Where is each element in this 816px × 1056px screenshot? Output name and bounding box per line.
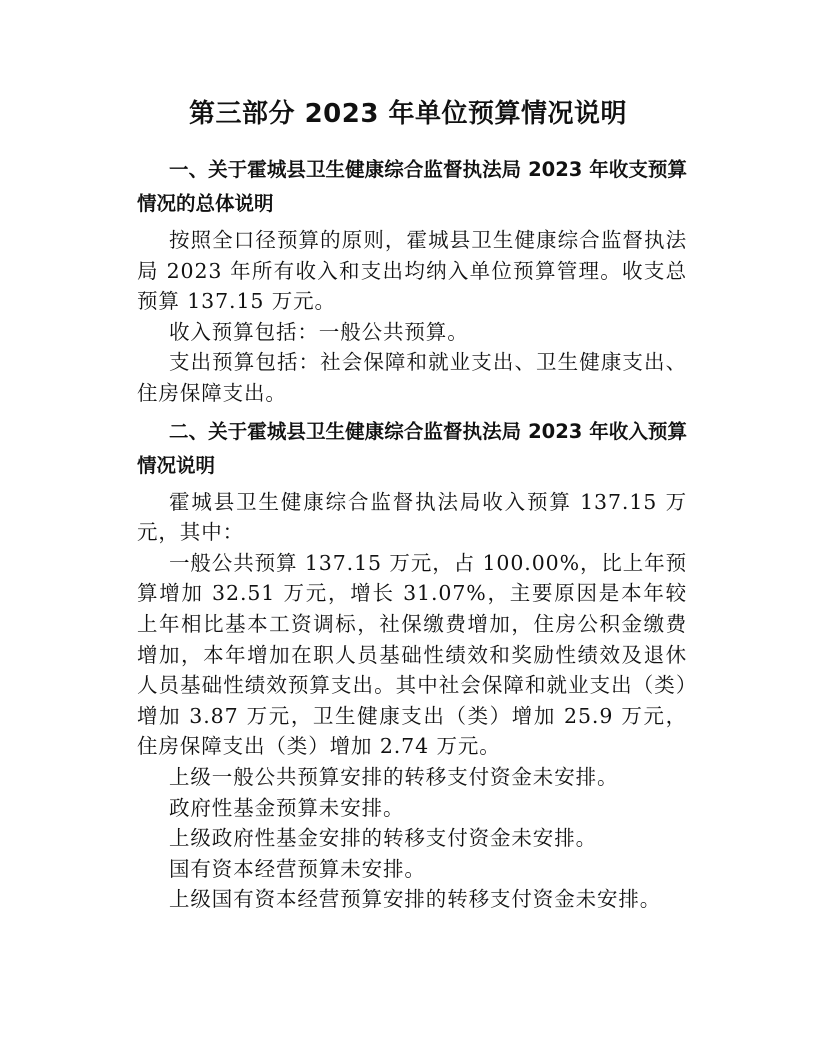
paragraph-transfer-general: 上级一般公共预算安排的转移支付资金未安排。 bbox=[169, 764, 619, 789]
paragraph-transfer-state-capital: 上级国有资本经营预算安排的转移支付资金未安排。 bbox=[169, 887, 662, 912]
paragraph-income-total: 霍城县卫生健康综合监督执法局收入预算 137.15 万元，其中： bbox=[137, 489, 687, 545]
paragraph-state-capital: 国有资本经营预算未安排。 bbox=[169, 856, 426, 881]
section-heading-overview: 一、关于霍城县卫生健康综合监督执法局 2023 年收支预算情况的总体说明 bbox=[137, 158, 687, 215]
paragraph-government-fund: 政府性基金预算未安排。 bbox=[169, 795, 405, 820]
page-title: 第三部分 2023 年单位预算情况说明 bbox=[189, 99, 627, 129]
section-heading-income: 二、关于霍城县卫生健康综合监督执法局 2023 年收入预算情况说明 bbox=[137, 419, 687, 477]
paragraph-general-public-budget: 一般公共预算 137.15 万元，占 100.00%，比上年预算增加 32.51 万元，增长 31.07%，主要原因是本年较上年相比基本工资调标，社保缴费增加，住房公积金缴费增加，本年增加在职人员基础性绩效和奖励性绩效及退休人员基础性绩效预算支出。其中社会保障和就业支出（类）增加 3.87 万元，卫生健康支出（类）增加 25.9 万元， 住房保障支出（类）增加 2.74 万元。 bbox=[137, 550, 687, 759]
document-body bbox=[137, 153, 687, 915]
paragraph-income-composition: 收入预算包括：一般公共预算。 bbox=[169, 319, 469, 344]
paragraph-expenditure-composition: 支出预算包括：社会保障和就业支出、卫生健康支出、住房保障支出。 bbox=[137, 350, 687, 405]
paragraph-overview-scope: 按照全口径预算的原则，霍城县卫生健康综合监督执法局 2023 年所有收入和支出均纳入单位预算管理。收支总预算 137.15 万元。 bbox=[137, 228, 687, 314]
paragraph-transfer-government-fund: 上级政府性基金安排的转移支付资金未安排。 bbox=[169, 826, 597, 851]
